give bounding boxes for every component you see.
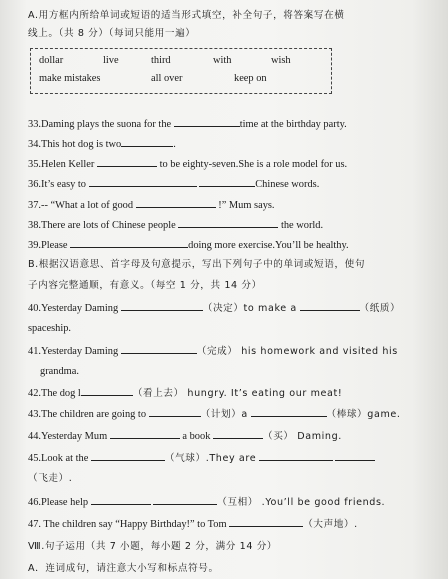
- question-45: [28, 451, 375, 465]
- q37-text-b: !” Mum says.: [218, 200, 275, 211]
- q35-text-a: 35.Helen Keller: [28, 159, 95, 170]
- q46-answer-blank-1[interactable]: [91, 495, 151, 505]
- q33-text-a: 33.Daming plays the suona for the: [28, 119, 172, 130]
- word-with: with: [213, 55, 232, 66]
- q43-answer-blank-2[interactable]: [251, 407, 327, 417]
- section-b-instruction-line2: 子内容完整通顺，有意义。（每空 1 分，共 14 分）: [28, 280, 262, 291]
- section-a-instruction-line2: 线上。（共 8 分）（每词只能用一遍）: [28, 28, 196, 39]
- q46-answer-blank-2[interactable]: [153, 495, 217, 505]
- q38-answer-blank[interactable]: [178, 218, 278, 228]
- word-all-over: all over: [151, 73, 183, 84]
- q45-answer-blank-2[interactable]: [259, 451, 333, 461]
- q37-answer-blank[interactable]: [136, 198, 216, 208]
- q41-text-a: 41.Yesterday Daming: [28, 346, 119, 357]
- q44-text-b: a book: [182, 431, 211, 442]
- question-34: [28, 137, 176, 151]
- question-41: [28, 344, 398, 358]
- q33-answer-blank[interactable]: [174, 117, 240, 127]
- q45-answer-blank-1[interactable]: [91, 451, 165, 461]
- word-keep-on: keep on: [234, 73, 267, 84]
- question-45-cont: （飞走）.: [28, 473, 73, 484]
- q40-answer-blank-2[interactable]: [300, 301, 360, 311]
- q43-text-c: （棒球）game.: [326, 409, 401, 420]
- q44-text-a: 44.Yesterday Mum: [28, 431, 108, 442]
- q46-text-a: 46.Please help: [28, 497, 89, 508]
- section-b-instruction-line1: B.根据汉语意思、首字母及句意提示，写出下列句子中的单词或短语，使句: [28, 259, 366, 270]
- q35-text-b: to be eighty-seven.She is a role model for us.: [159, 159, 348, 170]
- q36-text-b: Chinese words.: [255, 179, 320, 190]
- q35-answer-blank[interactable]: [97, 157, 157, 167]
- question-39: [28, 238, 349, 252]
- q44-answer-blank-1[interactable]: [110, 429, 180, 439]
- q41-answer-blank[interactable]: [121, 344, 197, 354]
- q40-hint-1: （决定）to make a: [202, 303, 297, 314]
- q34-answer-blank[interactable]: [121, 137, 173, 147]
- word-wish: wish: [271, 55, 291, 66]
- q45-answer-blank-3[interactable]: [335, 451, 375, 461]
- q45-text-b: （气球）.They are: [164, 453, 257, 464]
- q42-answer-blank[interactable]: [81, 386, 133, 396]
- q38-text-b: the world.: [280, 220, 324, 231]
- q33-text-b: time at the birthday party.: [239, 119, 347, 130]
- question-36: [28, 177, 319, 191]
- question-40: [28, 301, 400, 315]
- q39-text-b: doing more exercise.You’ll be healthy.: [188, 240, 349, 251]
- q41-text-b: （完成） his homework and visited his: [196, 346, 398, 357]
- question-47: [28, 517, 358, 531]
- q39-answer-blank[interactable]: [70, 238, 188, 248]
- q38-text-a: 38.There are lots of Chinese people: [28, 220, 176, 231]
- question-37: [28, 198, 275, 212]
- section-viii-title: Ⅷ.句子运用（共 7 小题，每小题 2 分，满分 14 分）: [28, 541, 278, 552]
- q43-text-a: 43.The children are going to: [28, 409, 147, 420]
- word-third: third: [151, 55, 171, 66]
- question-46: [28, 495, 385, 509]
- question-41-cont: grandma.: [40, 366, 79, 377]
- question-38: [28, 218, 323, 232]
- q45-text-a: 45.Look at the: [28, 453, 89, 464]
- q47-text-a: 47. The children say “Happy Birthday!” to Tom: [28, 519, 227, 530]
- question-35: [28, 157, 347, 171]
- q47-text-b: （大声地）.: [303, 519, 358, 530]
- q46-text-b: （互相） .You’ll be good friends.: [217, 497, 386, 508]
- question-44: [28, 429, 342, 443]
- q34-text-a: 34.This hot dog is two: [28, 139, 122, 150]
- word-box: [30, 48, 332, 94]
- q44-answer-blank-2[interactable]: [213, 429, 263, 439]
- question-40-cont: spaceship.: [28, 323, 71, 334]
- q34-text-b: .: [173, 139, 176, 150]
- word-make-mistakes: make mistakes: [39, 73, 101, 84]
- q43-text-b: （计划）a: [200, 409, 248, 420]
- q42-text-a: 42.The dog l: [28, 388, 81, 399]
- q39-text-a: 39.Please: [28, 240, 68, 251]
- q44-text-c: （买） Daming.: [263, 431, 342, 442]
- word-dollar: dollar: [39, 55, 64, 66]
- question-43: [28, 407, 401, 421]
- q47-answer-blank[interactable]: [229, 517, 303, 527]
- q43-answer-blank-1[interactable]: [149, 407, 201, 417]
- q42-text-b: （看上去） hungry. It’s eating our meat!: [132, 388, 343, 399]
- q40-hint-2: （纸质）: [359, 303, 401, 314]
- q40-text-a: 40.Yesterday Daming: [28, 303, 119, 314]
- word-live: live: [103, 55, 119, 66]
- q36-answer-blank-1[interactable]: [89, 177, 197, 187]
- q40-answer-blank-1[interactable]: [121, 301, 203, 311]
- q36-answer-blank-2[interactable]: [199, 177, 255, 187]
- section-viii-a-instruction: A．连词成句，请注意大小写和标点符号。: [28, 563, 219, 574]
- section-a-instruction-line1: A.用方框内所给单词或短语的适当形式填空，补全句子，将答案写在横: [28, 10, 345, 21]
- question-42: [28, 386, 342, 400]
- q37-text-a: 37.-- “What a lot of good: [28, 200, 134, 211]
- question-33: [28, 117, 347, 131]
- q36-text-a: 36.It’s easy to: [28, 179, 87, 190]
